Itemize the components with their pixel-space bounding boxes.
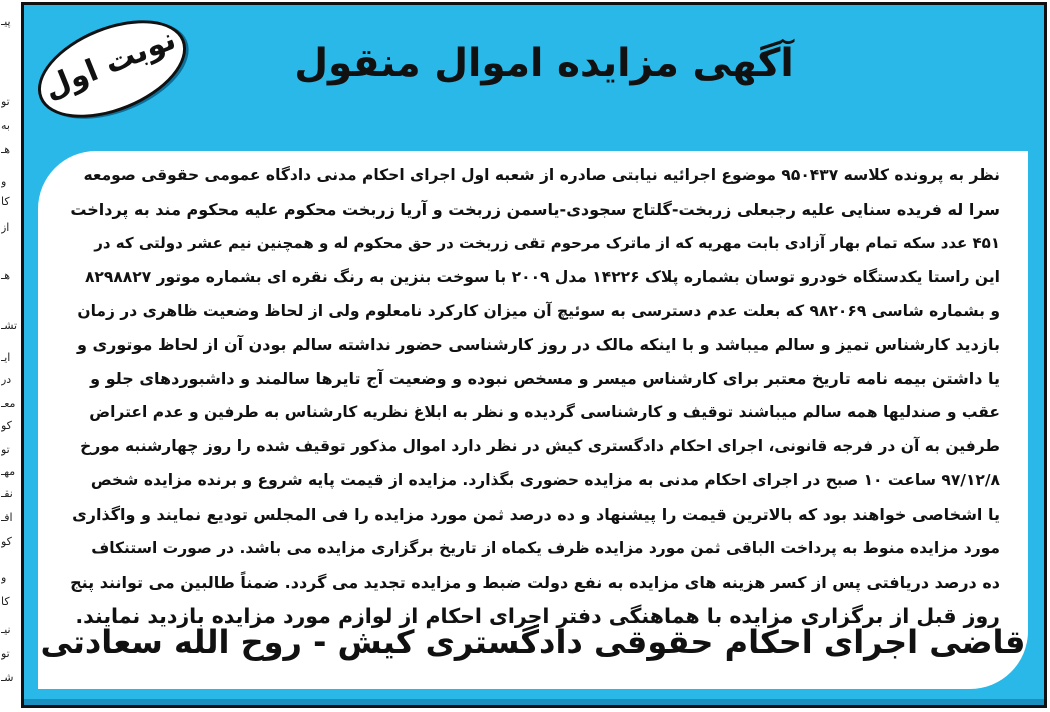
body-line: نظر به پرونده کلاسه ۹۵۰۴۳۷ موضوع اجرائیه نیابتی صادره از شعبه اول اجرای احکام مدنی دادگاه عمومی حقوقی صومعه	[83, 166, 1000, 184]
adjacent-column-fragment: شـ	[1, 672, 14, 684]
adjacent-column-fragment: کا	[1, 596, 10, 608]
notice-body-box	[38, 151, 1028, 689]
adjacent-column-fragment: مهـ	[1, 466, 16, 478]
adjacent-column-fragment: نیـ	[1, 624, 11, 636]
adjacent-column-fragment: افـ	[1, 512, 13, 524]
adjacent-column-fragment: تو	[1, 648, 10, 660]
adjacent-column-fragment: و	[1, 176, 7, 188]
adjacent-page-column	[0, 0, 20, 712]
body-line: و بشماره شاسی ۹۸۲۰۶۹ که بعلت عدم دسترسی به سوئیچ آن میزان کارکرد نامعلوم ولی از لحاظ وضعیت ظاهری در زمان	[77, 301, 1000, 320]
adjacent-column-fragment: در	[1, 374, 12, 386]
body-line: این راستا یکدستگاه خودرو توسان بشماره پلاک ۱۴۲۲۶ مدل ۲۰۰۹ با سوخت بنزین به رنگ نقره ای بشماره موتور ۸۲۹۸۸۲۷	[84, 267, 1000, 286]
adjacent-column-fragment: به	[1, 120, 10, 132]
body-line: روز قبل از برگزاری مزایده با هماهنگی دفتر اجرای احکام از لوازم مورد مزایده بازدید نمایند.	[75, 603, 1000, 628]
adjacent-column-fragment: هـ	[1, 270, 11, 282]
adjacent-column-fragment: از	[1, 222, 10, 234]
body-line: سرا له فریده سنایی علیه رجبعلی زربخت-گلتاج سجودی-یاسمن زربخت و آریا زربخت محکوم علیه محکوم مند به پرداخت	[70, 199, 1000, 219]
notice-title: آگهی مزایده اموال منقول	[294, 41, 794, 86]
body-line: طرفین به آن در فرجه قانونی، اجرای احکام دادگستری کیش در نظر دارد اموال مذکور توقیف شده را روز چهارشنبه مورخ	[80, 437, 1000, 456]
adjacent-column-fragment: کو	[1, 420, 12, 432]
auction-notice	[21, 2, 1047, 708]
notice-body-text	[66, 159, 1000, 633]
round-badge	[24, 1, 200, 137]
judge-signature: قاضی اجرای احکام حقوقی دادگستری کیش - روح الله سعادتی	[40, 623, 1026, 661]
body-line: مورد مزایده منوط به پرداخت الباقی ثمن مورد مزایده ظرف یکماه از تاریخ برگزاری مزایده می باشد. در صورت استنکاف	[91, 538, 1000, 557]
body-line: بازدید کارشناس تمیز و سالم میباشد و با اینکه مالک در روز کارشناسی حضور نداشته سالم بودن آن از لحاظ موتوری و	[77, 335, 1000, 355]
title-banner	[294, 21, 794, 121]
adjacent-column-fragment: نقـ	[1, 488, 13, 500]
adjacent-column-fragment: ایـ	[1, 352, 11, 364]
round-badge-label: نوبت اول	[39, 21, 181, 107]
body-line: ۴۵۱ عدد سکه تمام بهار آزادی بابت مهریه که از ماترک مرحوم تقی زربخت در حق محکوم له و همچنین نیم عشر دولتی که در	[94, 233, 1000, 252]
adjacent-column-fragment: و	[1, 572, 7, 584]
body-line: عقب و صندلیها همه سالم میباشند توقیف و کارشناسی گردیده و نظر به ابلاغ نظریه کارشناس به طرفین و عدم اعتراض	[89, 403, 1000, 422]
adjacent-column-fragment: هـ	[1, 144, 11, 156]
adjacent-column-fragment: تو	[1, 444, 10, 456]
adjacent-column-fragment: تشـ	[1, 320, 18, 332]
body-line: ۹۷/۱۲/۸ ساعت ۱۰ صبح در اجرای احکام مدنی به مزایده حضوری بگذارد. مزایده از قیمت پایه شروع و برنده مزایده شخص	[90, 471, 1000, 490]
adjacent-column-fragment: کو	[1, 536, 12, 548]
body-line: یا داشتن بیمه نامه تاریخ معتبر برای کارشناس میسر و مسخص نبوده و وضعیت آج تایرها سالمند و داشبوردهای جلو و	[90, 369, 1000, 389]
adjacent-column-fragment: پیـ	[1, 16, 11, 28]
body-line: یا اشخاصی خواهند بود که بالاترین قیمت را پیشنهاد و ده درصد ثمن مورد مزایده را فی المجلس تودیع نمایند و واگذاری	[72, 504, 1000, 524]
adjacent-column-fragment: کا	[1, 196, 10, 208]
body-line: ده درصد دریافتی پس از کسر هزینه های مزایده به نفع دولت ضبط و مزایده تجدید می گردد. ضمناً طالبین می توانند پنج	[70, 572, 1000, 592]
adjacent-column-fragment: تو	[1, 96, 10, 108]
adjacent-column-fragment: معـ	[1, 398, 16, 410]
